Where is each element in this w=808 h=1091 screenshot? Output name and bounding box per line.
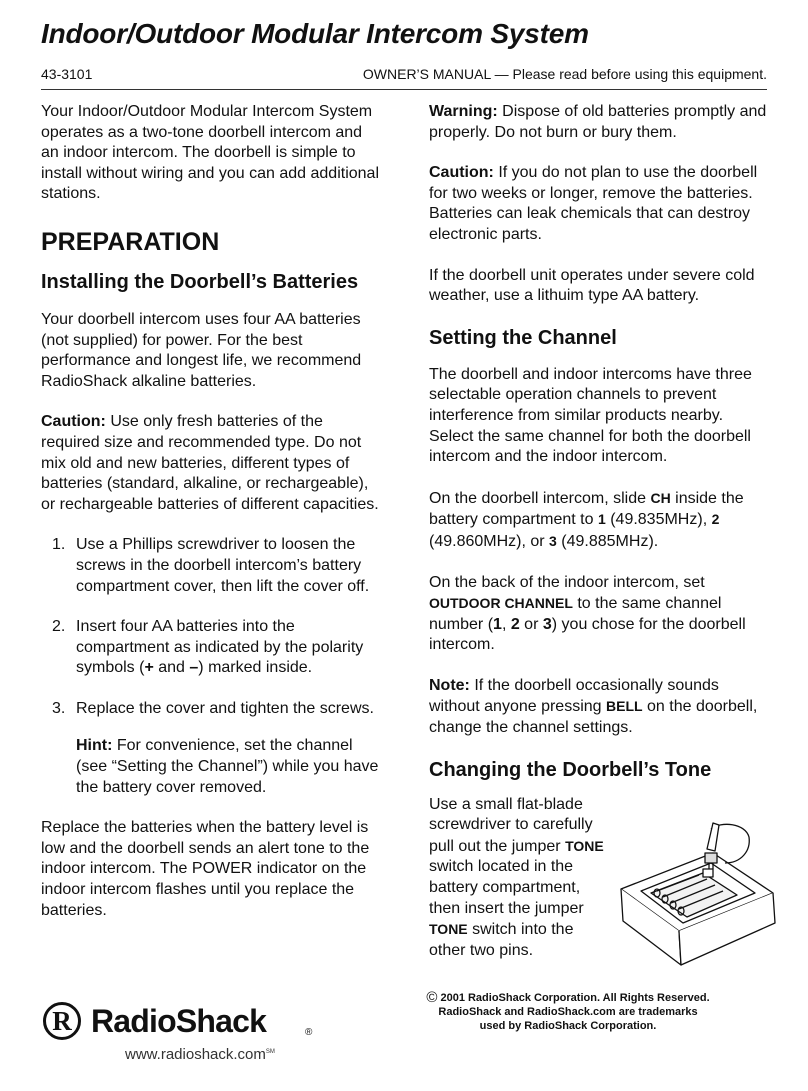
channel-intro: The doorbell and indoor intercoms have three selectable operation channels to prevent interference from similar products nearby. Select the same channel for both the doorbell intercom and the indoor intercom. <box>429 365 752 466</box>
install-steps <box>41 535 381 798</box>
tone-label: TONE <box>429 921 468 938</box>
note-paragraph <box>429 676 771 739</box>
copyright-line: 2001 RadioShack Corporation. All Rights Reserved. <box>437 992 710 1004</box>
caution-label: Caution: <box>429 164 494 182</box>
warning-paragraph <box>429 102 771 143</box>
logo-r-icon: R <box>43 1002 81 1040</box>
step-item <box>41 699 381 798</box>
step-number: 1. <box>52 536 66 554</box>
cold-weather-paragraph: If the doorbell unit operates under severe cold weather, use a lithuim type AA battery. <box>429 266 755 305</box>
step-text: ) marked inside. <box>198 659 313 677</box>
text-run: , <box>501 615 511 633</box>
replace-batteries-paragraph: Replace the batteries when the battery level is low and the doorbell sends an alert tone to the indoor intercom. The POWER indicator on the indoor intercom flashes until you replace the batteries. <box>41 819 370 919</box>
tone-label: TONE <box>565 837 604 854</box>
step-number: 2. <box>52 618 66 636</box>
caution-paragraph <box>41 412 381 515</box>
service-mark: SM <box>265 1049 275 1055</box>
note-label: Note: <box>429 676 470 694</box>
copyright-line: RadioShack and RadioShack.com are trademarks <box>438 1006 698 1018</box>
caution-text: Use only fresh batteries of the required size and recommended type. Do not mix old and new batteries, different types of batteries (standard, alkaline, or rechargeable), or rechargeable batteries of different capacities. <box>41 413 379 513</box>
copyright-notice <box>398 991 738 1033</box>
channel-slide-paragraph <box>429 488 771 553</box>
channel-back-paragraph <box>429 573 771 656</box>
text-run: (49.860MHz), or <box>429 532 550 550</box>
step-text: Insert four AA batteries into the compartment as indicated by the polarity symbols ( <box>76 618 364 677</box>
text-run: inside the battery compartment to <box>429 489 744 529</box>
step-text: Replace the cover and tighten the screws. <box>76 699 374 717</box>
preparation-heading: PREPARATION <box>41 227 220 256</box>
battery-compartment-illustration <box>617 819 777 979</box>
batteries-heading: Installing the Doorbell’s Batteries <box>41 270 359 293</box>
text-run: Use a small flat-blade screwdriver to carefully pull out the jumper <box>429 795 593 855</box>
channel-1: 1 <box>493 615 502 633</box>
channel-1: 1 <box>597 511 606 528</box>
channel-2: 2 <box>711 511 720 528</box>
step-text: Use a Phillips screwdriver to loosen the screws in the doorbell intercom’s battery compartment cover, then lift the cover off. <box>76 536 370 595</box>
text-run: ) you chose for the doorbell intercom. <box>429 615 746 654</box>
step-text: and <box>153 659 190 677</box>
intro-paragraph: Your Indoor/Outdoor Modular Intercom System operates as a two-tone doorbell intercom and an indoor intercom. The doorbell is simple to install without wiring and you can add additional stations. <box>41 103 379 203</box>
text-run: On the back of the indoor intercom, set <box>429 573 705 591</box>
caution-label: Caution: <box>41 413 106 431</box>
minus-symbol: – <box>189 659 199 677</box>
text-run: or <box>519 615 543 633</box>
url-text: www.radioshack.com <box>125 1046 266 1063</box>
channel-3: 3 <box>542 615 552 633</box>
channel-heading: Setting the Channel <box>429 326 617 349</box>
logo-wordmark: RadioShack <box>91 1003 267 1039</box>
text-run: switch into the other two pins. <box>429 921 574 959</box>
text-run: (49.885MHz). <box>556 532 659 550</box>
hint-text: For convenience, set the channel (see “Setting the Channel”) while you have the battery cover removed. <box>76 737 379 796</box>
caution-text: If you do not plan to use the doorbell for two weeks or longer, remove the batteries. Batteries can leak chemicals that can destroy electronic parts. <box>429 164 758 243</box>
text-run: switch located in the battery compartment, then insert the jumper <box>429 858 584 917</box>
plus-symbol: + <box>144 659 154 677</box>
text-run: to the same channel number ( <box>429 595 722 633</box>
copyright-line: used by RadioShack Corporation. <box>479 1020 657 1032</box>
website-url <box>125 1046 275 1063</box>
tone-heading: Changing the Doorbell’s Tone <box>429 758 712 781</box>
text-run: (49.835MHz), <box>605 511 712 529</box>
channel-3: 3 <box>549 532 557 549</box>
outdoor-channel-label: OUTDOOR CHANNEL <box>429 595 573 612</box>
batteries-intro: Your doorbell intercom uses four AA batteries (not supplied) for power. For the best performance and longest life, we recommend RadioShack alkaline batteries. <box>41 310 362 390</box>
warning-label: Warning: <box>429 103 498 120</box>
hint-paragraph <box>76 736 381 798</box>
right-column <box>429 102 771 961</box>
bell-label: BELL <box>606 698 643 715</box>
text-run: on the doorbell, change the channel settings. <box>429 698 758 737</box>
channel-2: 2 <box>510 615 520 633</box>
warning-text: Dispose of old batteries promptly and properly. Do not burn or bury them. <box>429 103 767 141</box>
document-title: Indoor/Outdoor Modular Intercom System <box>41 18 589 49</box>
radioshack-logo <box>43 1000 343 1080</box>
model-number: 43-3101 <box>41 66 93 82</box>
copyright-symbol: © <box>426 989 438 1006</box>
tone-paragraph <box>429 795 609 962</box>
step-number: 3. <box>52 699 66 717</box>
left-column <box>41 102 381 921</box>
manual-note: OWNER’S MANUAL — Please read before using this equipment. <box>362 66 767 82</box>
text-run: If the doorbell occasionally sounds without anyone pressing <box>429 676 719 716</box>
registered-mark: ® <box>305 1027 313 1038</box>
ch-label: CH <box>650 489 671 506</box>
text-run: On the doorbell intercom, slide <box>429 489 651 507</box>
caution-paragraph <box>429 163 771 245</box>
header-rule <box>41 89 767 90</box>
step-item <box>41 617 381 679</box>
hint-label: Hint: <box>76 737 113 755</box>
tone-section <box>429 795 771 962</box>
step-item <box>41 535 381 597</box>
